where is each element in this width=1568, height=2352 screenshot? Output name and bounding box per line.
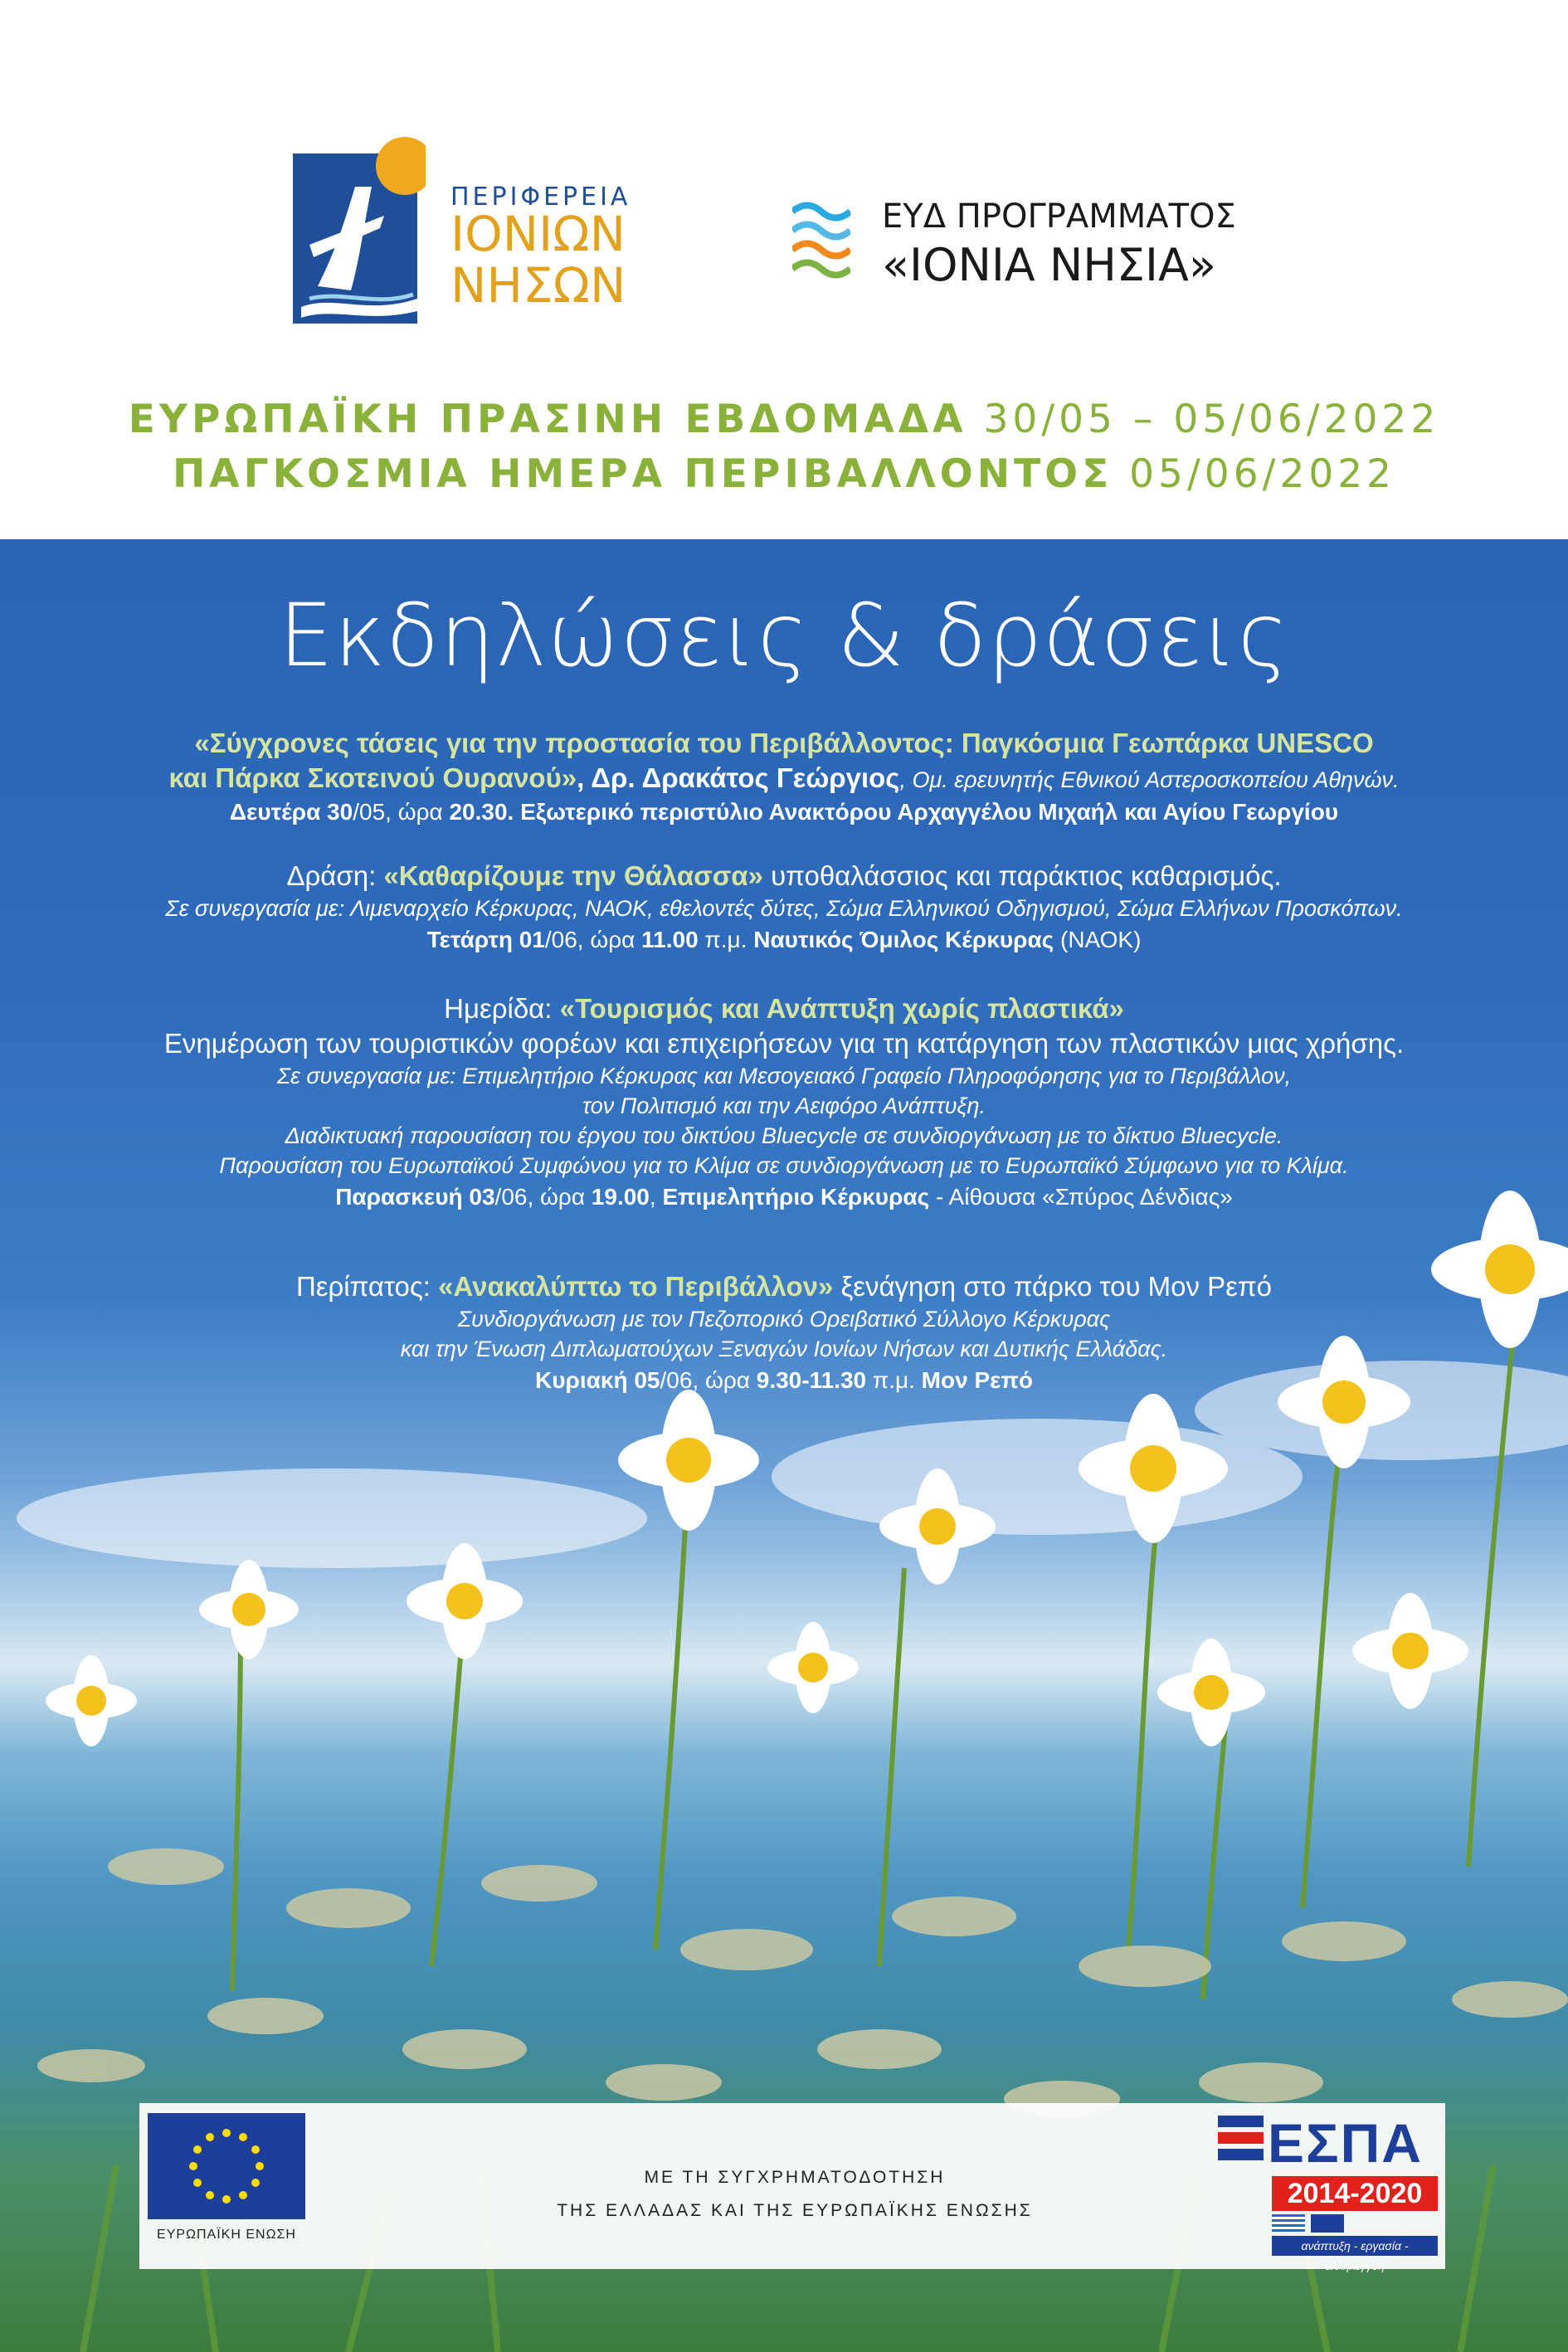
region-emblem-icon [293,137,426,324]
event-4-time-suffix: π.μ. [866,1367,922,1393]
region-logo [293,124,641,332]
event-3-venue-suffix: - Αίθουσα «Σπύρος Δένδιας» [929,1184,1233,1210]
event-2-desc: υποθαλάσσιος και παράκτιος καθαρισμός. [762,860,1282,891]
event-2-time: 11.00 [641,927,699,952]
program-logo-line2: «ΙΟΝΙΑ ΝΗΣΙΑ» [882,239,1216,291]
event-2-venue-suffix: (ΝΑΟΚ) [1054,927,1142,952]
event-2-time-suffix: π.μ. [698,927,754,952]
event-4-desc: ξενάγηση στο πάρκο του Μον Ρεπό [833,1271,1273,1302]
event-3-prefix: Ημερίδα: [444,993,560,1024]
event-2-partners: Σε συνεργασία με: Λιμεναρχείο Κέρκυρας, ΝΑΟΚ, εθελοντές δύτες, Σώμα Ελληνικού Οδηγισμού, Σώμα Ελλήνων Προσκόπων. [165,896,1403,921]
headline-green-week-label: ΕΥΡΩΠΑΪΚΗ ΠΡΑΣΙΝΗ ΕΒΔΟΜΑΔΑ [128,397,967,442]
espa-years: 2014-2020 [1272,2176,1438,2211]
event-4-partners-line1: Συνδιοργάνωση με τον Πεζοπορικό Ορειβατικό Σύλλογο Κέρκυρας [457,1307,1111,1332]
event-1-speaker-role: , Ομ. ερευνητής Εθνικού Αστεροσκοπείου Αθηνών. [899,767,1400,792]
event-3-note1: Διαδικτυακή παρουσίαση του έργου του δικτύου Bluecycle σε συνδιοργάνωση με το δίκτυο Bluecycle. [285,1123,1283,1148]
eu-label: ΕΥΡΩΠΑΪΚΗ ΕΝΩΣΗ [157,2228,296,2242]
main-title: Εκδηλώσεις & δράσεις [279,585,1289,686]
event-4-prefix: Περίπατος: [295,1271,439,1302]
main-panel [0,539,1568,2352]
event-4-time: 9.30-11.30 [756,1367,867,1393]
event-4-partners-line2: και την Ένωση Διπλωματούχων Ξεναγών Ιονίων Νήσων και Δυτικής Ελλάδας. [400,1337,1168,1361]
event-1-speaker: , Δρ. Δρακάτος Γεώργιος [577,762,900,793]
event-3-partners-line1: Σε συνεργασία με: Επιμελητήριο Κέρκυρας και Μεσογειακό Γραφείο Πληροφόρησης για το Περιβάλλον, [276,1064,1292,1088]
region-logo-line3: ΝΗΣΩΝ [450,257,626,314]
event-3-partners-line2: τον Πολιτισμό και την Αειφόρο Ανάπτυξη. [582,1093,986,1118]
event-3-date-rest: /06, ώρα [494,1184,592,1210]
event-sea-cleanup [50,859,1518,957]
espa-tagline: ανάπτυξη - εργασία - αλληλεγγύη [1272,2236,1438,2256]
funding-text [455,2161,1135,2228]
espa-word: ΕΣΠΑ [1268,2112,1423,2174]
funding-line2: ΤΗΣ ΕΛΛΑΔΑΣ ΚΑΙ ΤΗΣ ΕΥΡΩΠΑΪΚΗΣ ΕΝΩΣΗΣ [557,2201,1033,2220]
event-3-venue: Επιμελητήριο Κέρκυρας [662,1184,930,1210]
event-1-title-line2: και Πάρκα Σκοτεινού Ουρανού» [168,762,577,793]
event-4-title: «Ανακαλύπτω το Περιβάλλον» [438,1271,834,1302]
event-3-day: Παρασκευή 03 [335,1184,495,1210]
event-4-date-rest: /06, ώρα [660,1367,757,1393]
event-1-day: Δευτέρα 30 [229,799,353,825]
greek-flag-icon [1272,2214,1305,2233]
event-3-sep: , [649,1184,663,1210]
headline-environment-day [0,451,1568,497]
eu-mini-flag-icon [1311,2214,1344,2233]
event-4-venue: Μον Ρεπό [921,1367,1033,1393]
event-2-day: Τετάρτη 01 [426,927,545,952]
program-logo [792,191,1290,299]
headline-environment-day-label: ΠΑΓΚΟΣΜΙΑ ΗΜΕΡΑ ΠΕΡΙΒΑΛΛΟΝΤΟΣ [172,451,1113,497]
headline-green-week-dates: 30/05 – 05/06/2022 [983,397,1440,442]
event-1-time: 20.30 [449,799,508,825]
event-geoparks-lecture [50,726,1518,829]
event-3-desc: Ενημέρωση των τουριστικών φορέων και επιχειρήσεων για τη κατάργηση των πλαστικών μιας χρήσης. [163,1028,1405,1059]
espa-flag-icon [1218,2116,1264,2174]
header [0,0,1568,539]
program-logo-line1: ΕΥΔ ΠΡΟΓΡΑΜΜΑΤΟΣ [882,197,1236,236]
funding-banner [139,2103,1445,2272]
headline-environment-day-dates: 05/06/2022 [1129,451,1396,497]
event-plastic-free-tourism [50,991,1518,1214]
region-logo-line1: ΠΕΡΙΦΕΡΕΙΑ [450,183,631,212]
event-2-prefix: Δράση: [286,860,384,891]
event-2-title: «Καθαρίζουμε την Θάλασσα» [383,860,763,891]
funding-line1: ΜΕ ΤΗ ΣΥΓΧΡΗΜΑΤΟΔΟΤΗΣΗ [644,2168,946,2187]
event-2-venue: Ναυτικός Όμιλος Κέρκυρας [753,927,1054,952]
event-4-day: Κυριακή 05 [535,1367,660,1393]
event-1-title-line1: «Σύγχρονες τάσεις για την προστασία του Περιβάλλοντος: Παγκόσμια Γεωπάρκα UNESCO [194,728,1374,758]
event-3-note2: Παρουσίαση του Ευρωπαϊκού Συμφώνου για το Κλίμα σε συνδιοργάνωση με το Ευρωπαϊκό Σύμφωνο για το Κλίμα. [219,1153,1349,1178]
event-3-title: «Τουρισμός και Ανάπτυξη χωρίς πλαστικά» [559,993,1124,1024]
event-mon-repos-walk [50,1269,1518,1397]
program-waves-icon [792,199,850,282]
headline-green-week [0,397,1568,442]
event-1-date-rest: /05, ώρα [353,799,450,825]
event-1-venue: . Εξωτερικό περιστύλιο Ανακτόρου Αρχαγγέλου Μιχαήλ και Αγίου Γεωργίου [507,799,1339,825]
region-logo-line2: ΙΟΝΙΩΝ [450,206,626,262]
eu-flag-icon [148,2113,305,2219]
event-2-date-rest: /06, ώρα [544,927,642,952]
event-3-time: 19.00 [591,1184,650,1210]
espa-logo [1218,2111,1442,2272]
